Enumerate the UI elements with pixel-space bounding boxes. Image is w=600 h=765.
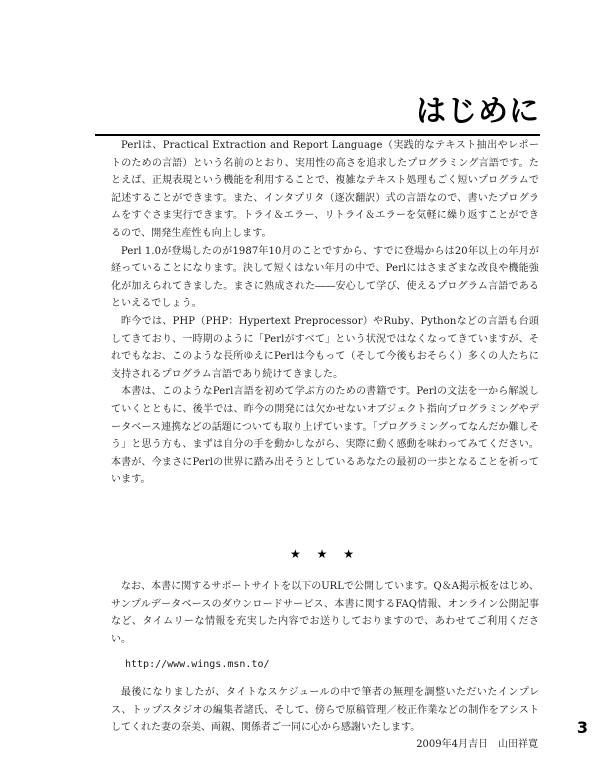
paragraph: 本書は、このようなPerl言語を初めて学ぶ方のための書籍です。Perlの文法を一から解説していくとともに、後半では、昨今の開発には欠かせないオブジェクト指向プログラミングやデータベース連携などの話題についても取り上げています。「プログラミングってなんだか難しそう」と思う方も、まずは自分の手を動かしながら、実際に動く感動を味わってみてください。本書が、今まさにPerlの世界に踏み出そうとしているあなたの最初の一歩となることを祈っています。 [111,386,539,486]
page-number: 3 [576,718,588,737]
paragraph: Perlは、Practical Extraction and Report Language（実践的なテキスト抽出やレポートのための言語）という名前のとおり、実用性の高さを追求したプログラミング言語です。たとえば、正規表現という機能を利用することで、複雑なテキスト処理もごく短いプログラムで記述することができます。また、インタプリタ（逐次翻訳）式の言語なので、書いたプログラムをすぐさま実行できます。トライ＆エラー、リトライ＆エラーを気軽に繰り返すことができるので、開発生産性も向上します。 [111,140,539,239]
page-title: はじめに [416,94,540,129]
acknowledgements-paragraph: 最後になりましたが、タイトなスケジュールの中で筆者の無理を調整いただいたインプレス、トップスタジオの編集者諸氏、そして、傍らで原稿管理／校正作業などの制作をアシストしてくれた妻の奈美、両親、関係者ご一同に心から感謝いたします。 [111,687,539,734]
paragraph: 昨今では、PHP（PHP：Hypertext Preprocessor）やRuby、Pythonなどの言語も台頭してきており、一時期のように「Perlがすべて」という状況ではなくなってきていますが、それでもなお、このような長所ゆえにPerlは今もって（そして今後もおそらく）多くの人たちに支持されるプログラム言語であり続けてきました。 [111,315,539,380]
title-underline [95,134,540,136]
support-section [111,578,539,648]
support-paragraph: なお、本書に関するサポートサイトを以下のURLで公開しています。Q＆A掲示板をはじめ、サンプルデータベースのダウンロードサービス、本書に関するFAQ情報、オンライン公開記事など、タイムリーな情報を充実した内容でお送りしておりますので、あわせてご利用ください。 [111,581,539,645]
paragraph: Perl 1.0が登場したのが1987年10月のことですから、すでに登場からは20年以上の年月が経っていることになります。決して短くはない年月の中で、Perlにはさまざまな改良や機能強化が加えられてきました。まさに熟成された――安心して学び、使えるプログラム言語であるといえるでしょう。 [111,245,539,310]
acknowledgements-section [111,684,539,737]
intro-body [111,137,539,489]
section-separator: ★ ★ ★ [290,547,360,561]
support-url: http://www.wings.msn.to/ [125,659,270,670]
author-signature: 2009年4月吉日 山田祥寛 [416,739,538,750]
